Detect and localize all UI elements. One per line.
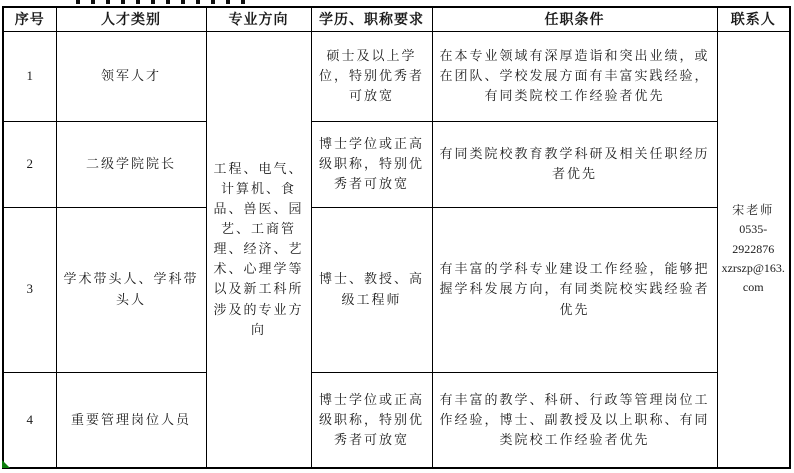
talent-requirements-table [2, 6, 791, 469]
header-cell-contact: 联系人 [717, 7, 790, 31]
header-cell-conditions: 任职条件 [432, 7, 717, 31]
header-cell-direction: 专业方向 [206, 7, 311, 31]
header-cell-requirement: 学历、职称要求 [311, 7, 432, 31]
table-row [3, 207, 790, 372]
contact-phone: 0535-2922876 [732, 222, 775, 256]
requirement-cell: 博士学位或正高级职称，特别优秀者可放宽 [311, 372, 432, 468]
header-cell-number: 序号 [3, 7, 56, 31]
row-number-cell: 3 [3, 207, 56, 372]
conditions-cell: 有同类院校教育教学科研及相关任职经历者优先 [432, 121, 717, 207]
requirement-cell: 硕士及以上学位，特别优秀者可放宽 [311, 31, 432, 121]
table-header-row [3, 7, 790, 31]
category-cell: 二级学院院长 [56, 121, 206, 207]
row-number-cell: 4 [3, 372, 56, 468]
table-row [3, 372, 790, 468]
requirement-cell: 博士、教授、高级工程师 [311, 207, 432, 372]
table-row [3, 121, 790, 207]
contact-merged-cell [717, 31, 790, 468]
direction-merged-cell: 工程、电气、计算机、食品、兽医、园艺、工商管理、经济、艺术、心理学等以及新工科所涉及的专业方向 [206, 31, 311, 468]
conditions-cell: 有丰富的学科专业建设工作经验，能够把握学科发展方向，有同类院校实践经验者优先 [432, 207, 717, 372]
conditions-cell: 有丰富的教学、科研、行政等管理岗位工作经验，博士、副教授及以上职称、有同类院校工作经验者优先 [432, 372, 717, 468]
row-number-cell: 1 [3, 31, 56, 121]
clipped-title-fragment [76, 0, 254, 4]
conditions-cell: 在本专业领域有深厚造诣和突出业绩，或在团队、学校发展方面有丰富实践经验，有同类院校工作经验者优先 [432, 31, 717, 121]
category-cell: 领军人才 [56, 31, 206, 121]
row-number-cell: 2 [3, 121, 56, 207]
requirement-cell: 博士学位或正高级职称，特别优秀者可放宽 [311, 121, 432, 207]
green-corner-mark [2, 460, 10, 468]
contact-name: 宋老师 [732, 203, 775, 218]
category-cell: 重要管理岗位人员 [56, 372, 206, 468]
category-cell: 学术带头人、学科带头人 [56, 207, 206, 372]
header-cell-category: 人才类别 [56, 7, 206, 31]
table-row [3, 31, 790, 121]
contact-email: xzrszp@163.com [721, 260, 785, 295]
